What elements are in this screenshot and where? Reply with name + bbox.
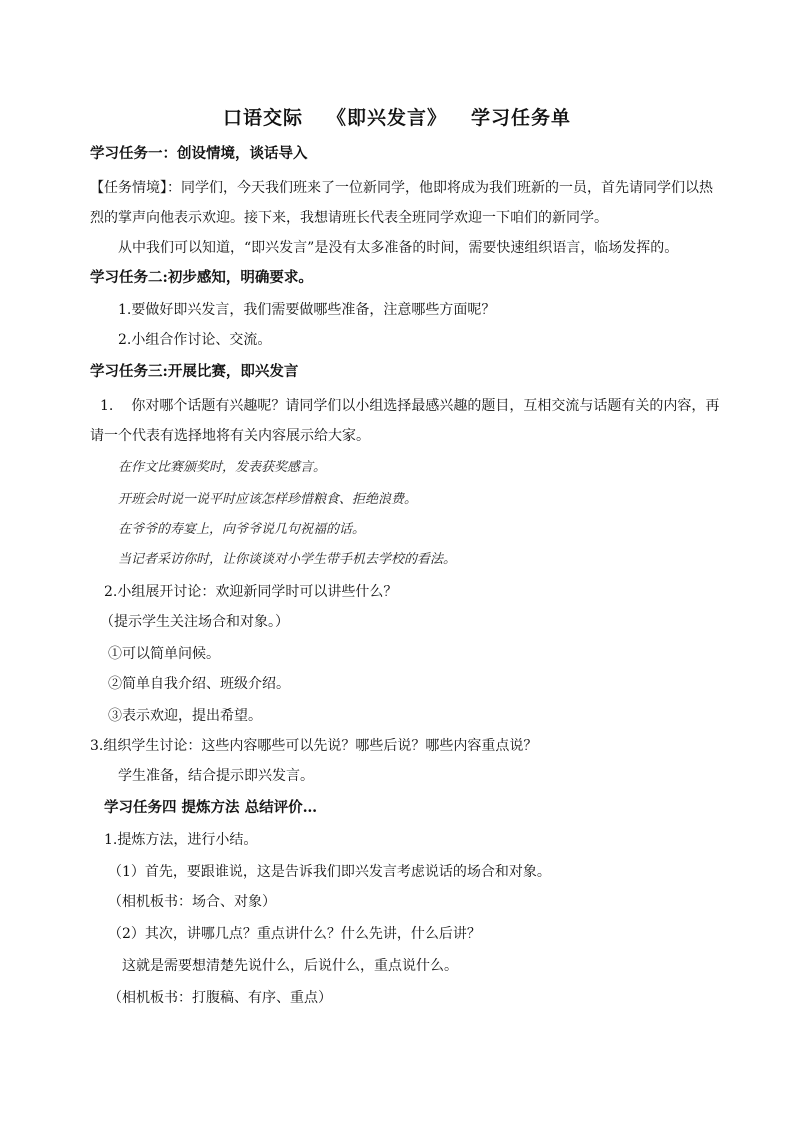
task3-hint: （提示学生关注场合和对象。） [100,614,289,630]
task3-item2: 2.小组展开讨论：欢迎新同学时可以讲些什么？ [104,584,398,600]
title-part-task-sheet: 学习任务单 [471,107,572,129]
task4-step2-sub: 这就是需要想清楚先说什么，后说什么，重点说什么。 [122,958,458,974]
task2-heading: 学习任务二:初步感知，明确要求。 [90,269,313,286]
task1-scenario-label: 【任务情境】 [90,180,167,196]
task1-scenario-text: ：同学们，今天我们班来了一位新同学，他即将成为我们班新的一员，首先请同学们以热 [167,180,713,196]
page-title [0,104,794,132]
task1-scenario-line1 [90,178,713,198]
task1-conclusion: 从中我们可以知道，“即兴发言”是没有太多准备的时间，需要快速组织语言，临场发挥的。 [118,240,679,256]
task3-topic-2: 开班会时说一说平时应该怎样珍惜粮食、拒绝浪费。 [118,492,418,507]
task3-heading: 学习任务三:开展比赛，即兴发言 [90,363,299,380]
task2-item1: 1.要做好即兴发言，我们需要做哪些准备，注意哪些方面呢？ [118,302,496,318]
task4-step1: （1）首先，要跟谁说，这是告诉我们即兴发言考虑说话的场合和对象。 [108,864,551,880]
task4-step2: （2）其次，讲哪几点？重点讲什么？什么先讲，什么后讲？ [108,926,481,942]
task3-item1-text: 你对哪个话题有兴趣呢？请同学们以小组选择最感兴趣的题目，互相交流与话题有关的内容，再 [131,398,720,414]
task3-item1-number: 1. [100,398,114,414]
task3-topic-1: 在作文比赛颁奖时，发表获奖感言。 [118,460,327,475]
task4-board2: （相机板书：打腹稿、有序、重点） [108,990,332,1006]
task3-point-1: ①可以简单问候。 [108,646,220,662]
task3-point-2: ②简单自我介绍、班级介绍。 [108,676,290,692]
task3-topic-4: 当记者采访你时，让你谈谈对小学生带手机去学校的看法。 [118,552,457,567]
title-part-oral-communication: 口语交际 [222,107,303,129]
task3-item1-line2: 请一个代表有选择地将有关内容展示给大家。 [90,428,370,444]
task3-topic-3: 在爷爷的寿宴上，向爷爷说几句祝福的话。 [118,522,366,537]
task3-item3: 3.组织学生讨论：这些内容哪些可以先说？哪些后说？哪些内容重点说？ [90,738,538,754]
task3-item1-line1 [100,396,719,416]
task2-item2: 2.小组合作讨论、交流。 [118,332,272,348]
task1-scenario-line2: 烈的掌声向他表示欢迎。接下来，我想请班长代表全班同学欢迎一下咱们的新同学。 [90,210,608,226]
task4-board1: （相机板书：场合、对象） [108,894,276,910]
task1-heading: 学习任务一：创设情境，谈话导入 [90,145,308,162]
title-part-impromptu-speech: 《即兴发言》 [326,107,447,129]
task4-heading: 学习任务四 提炼方法 总结评价… [104,799,318,816]
task4-item1: 1.提炼方法，进行小结。 [104,832,258,848]
task3-point-3: ③表示欢迎，提出希望。 [108,708,262,724]
task3-item3-sub: 学生准备，结合提示即兴发言。 [118,768,314,784]
